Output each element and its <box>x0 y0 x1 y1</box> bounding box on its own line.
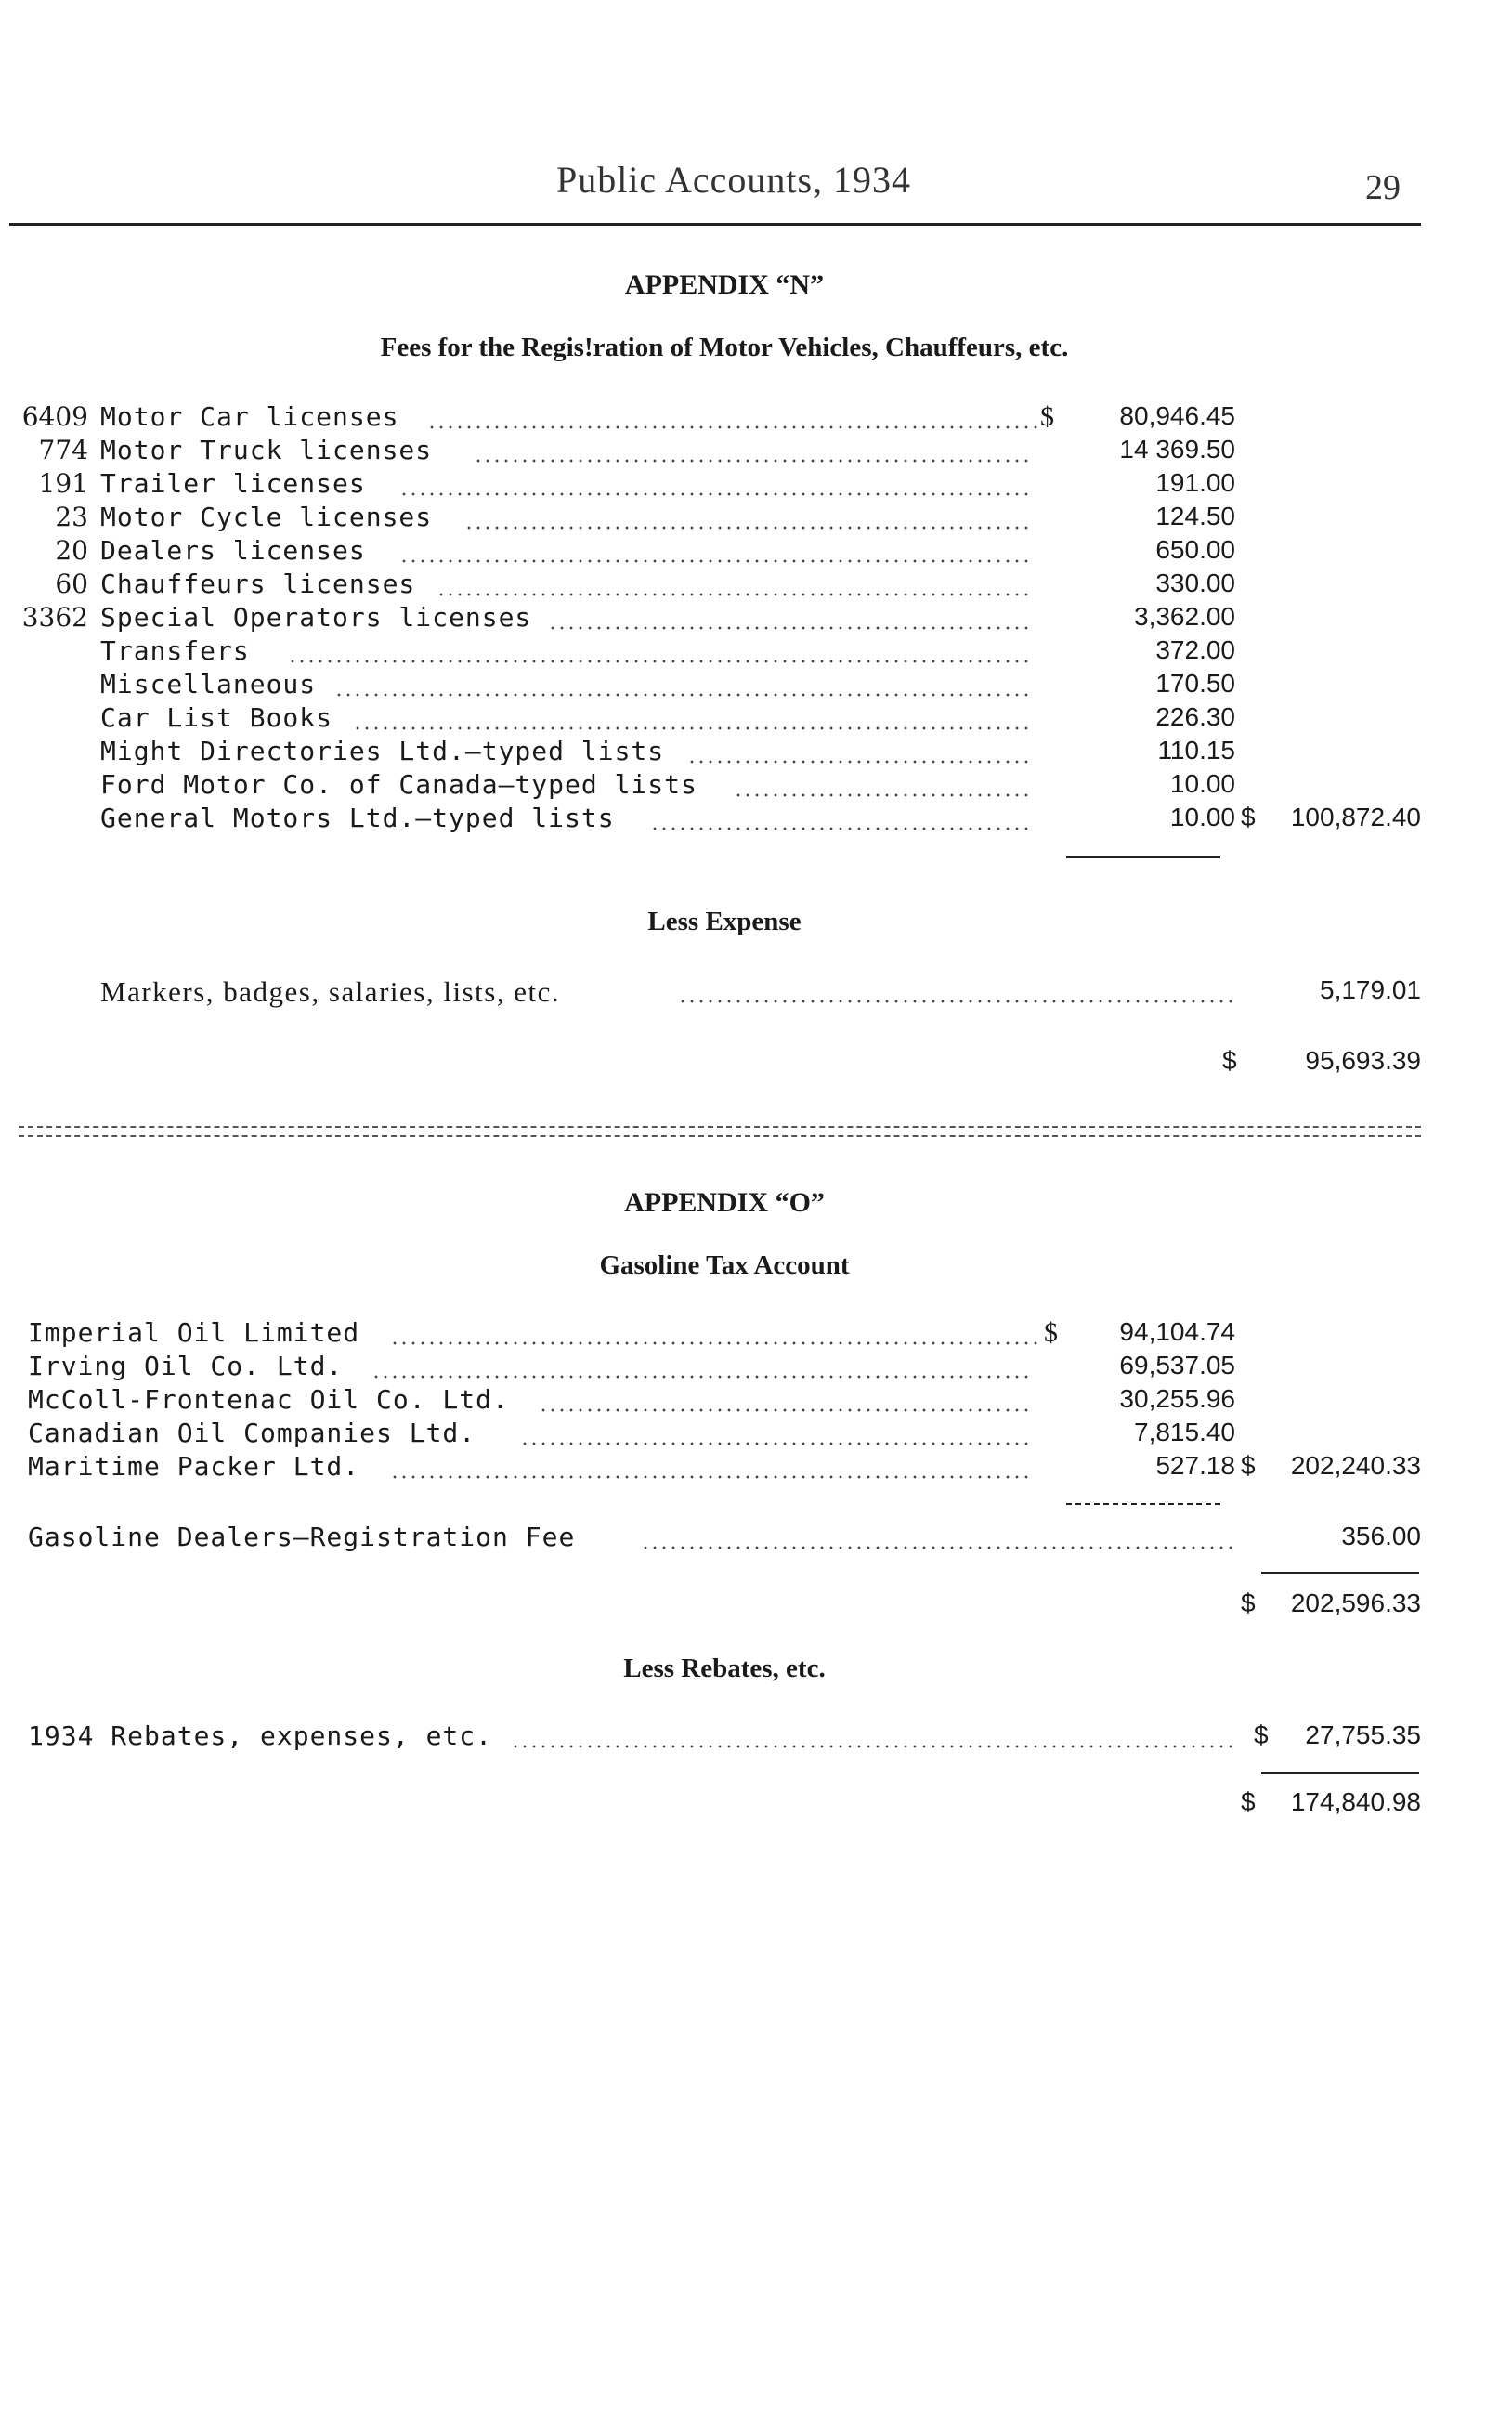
dealers-fee-label: Gasoline Dealers—Registration Fee <box>28 1522 576 1552</box>
row-quantity: 6409 <box>21 401 88 432</box>
row-amount: 94,104.74 <box>1119 1317 1235 1346</box>
net-amount: 95,693.39 <box>1305 1046 1421 1075</box>
total-rule <box>1261 1572 1419 1574</box>
expense-row <box>19 975 1421 1009</box>
table-row <box>19 535 1421 569</box>
row-amount: 110.15 <box>1157 736 1235 765</box>
table-row <box>19 635 1421 669</box>
subtotal-dollar-sign: $ <box>1241 1589 1256 1617</box>
table-row <box>19 669 1421 702</box>
gasoline-total: 202,240.33 <box>1290 1451 1421 1480</box>
row-label: Maritime Packer Ltd. <box>28 1451 360 1482</box>
row-amount: 527.18 <box>1155 1451 1235 1480</box>
row-label: Motor Truck licenses <box>100 435 433 465</box>
row-amount: 10.00 <box>1169 803 1235 831</box>
row-label: General Motors Ltd.—typed lists <box>100 803 615 833</box>
table-row <box>19 1351 1421 1384</box>
table-row <box>19 803 1421 836</box>
row-label: Ford Motor Co. of Canada—typed lists <box>100 769 697 800</box>
leader-dots <box>399 492 1031 496</box>
leader-dots <box>539 1408 1031 1412</box>
row-label: Transfers <box>100 635 250 666</box>
page-number: 29 <box>1365 168 1401 207</box>
row-label: Motor Car licenses <box>100 401 399 432</box>
leader-dots <box>520 1442 1031 1445</box>
row-label: Car List Books <box>100 702 333 733</box>
row-amount: 650.00 <box>1155 535 1235 564</box>
net-dollar-sign: $ <box>1241 1787 1256 1816</box>
rebates-label: 1934 Rebates, expenses, etc. <box>28 1720 493 1751</box>
subtotal-rule <box>1066 856 1220 858</box>
appendix-o-subheading: Gasoline Tax Account <box>599 1250 850 1280</box>
row-label: Motor Cycle licenses <box>100 502 433 532</box>
table-row <box>19 401 1421 435</box>
section-separator <box>19 1126 1421 1137</box>
appendix-o-heading: APPENDIX “O” <box>624 1187 825 1218</box>
subtotal-amount: 202,596.33 <box>1290 1589 1421 1617</box>
row-label: Canadian Oil Companies Ltd. <box>28 1418 476 1448</box>
row-label: Special Operators licenses <box>100 602 532 633</box>
row-amount: 69,537.05 <box>1119 1351 1235 1379</box>
row-label: Might Directories Ltd.—typed lists <box>100 736 665 766</box>
table-row <box>19 569 1421 602</box>
row-label: Trailer licenses <box>100 468 366 499</box>
subtotal-row <box>19 1589 1421 1622</box>
row-amount: 80,946.45 <box>1119 401 1235 430</box>
row-quantity: 774 <box>38 435 88 465</box>
row-amount: 330.00 <box>1155 569 1235 597</box>
net-row <box>19 1046 1421 1079</box>
dollar-sign: $ <box>1040 401 1054 432</box>
leader-dots <box>437 593 1031 596</box>
row-quantity: 3362 <box>21 602 88 633</box>
net-row <box>19 1787 1421 1821</box>
leader-dots <box>548 626 1031 630</box>
leader-dots <box>390 1341 1040 1345</box>
dealers-fee-row <box>19 1522 1421 1555</box>
rebates-amount: 27,755.35 <box>1305 1720 1421 1749</box>
leader-dots <box>641 1546 1235 1549</box>
leader-dots <box>353 726 1031 730</box>
less-expense-heading: Less Expense <box>647 907 802 936</box>
rebates-dollar-sign: $ <box>1254 1720 1269 1749</box>
table-row <box>19 1451 1421 1484</box>
table-row <box>19 702 1421 736</box>
appendix-n-subheading: Fees for the Regis!ration of Motor Vehicles, Chauffeurs, etc. <box>380 333 1069 362</box>
table-row <box>19 435 1421 468</box>
row-label: Miscellaneous <box>100 669 317 700</box>
row-label: Imperial Oil Limited <box>28 1317 360 1348</box>
net-dollar-sign: $ <box>1222 1046 1237 1075</box>
table-row <box>19 1384 1421 1418</box>
total-dollar-sign: $ <box>1241 803 1256 831</box>
expense-amount: 5,179.01 <box>1320 975 1421 1004</box>
receipts-total: 100,872.40 <box>1290 803 1421 831</box>
row-amount: 7,815.40 <box>1134 1418 1235 1446</box>
net-rule <box>1261 1772 1419 1774</box>
dealers-fee-amount: 356.00 <box>1341 1522 1421 1550</box>
row-label: Irving Oil Co. Ltd. <box>28 1351 344 1381</box>
leader-dots <box>427 425 1040 429</box>
leader-dots <box>464 526 1031 530</box>
leader-dots <box>334 693 1031 697</box>
leader-dots <box>511 1745 1235 1748</box>
table-row <box>19 736 1421 769</box>
table-row <box>19 468 1421 502</box>
row-amount: 30,255.96 <box>1119 1384 1235 1413</box>
row-label: McColl-Frontenac Oil Co. Ltd. <box>28 1384 509 1415</box>
leader-dots <box>288 660 1031 663</box>
appendix-n-heading: APPENDIX “N” <box>624 269 825 300</box>
table-row <box>19 769 1421 803</box>
leader-dots <box>371 1375 1031 1379</box>
leader-dots <box>399 559 1031 563</box>
leader-dots <box>474 459 1031 463</box>
row-amount: 226.30 <box>1155 702 1235 731</box>
row-amount: 124.50 <box>1155 502 1235 530</box>
row-label: Dealers licenses <box>100 535 366 566</box>
row-quantity: 191 <box>38 468 88 499</box>
net-amount: 174,840.98 <box>1290 1787 1421 1816</box>
row-quantity: 20 <box>55 535 88 566</box>
leader-dots <box>734 793 1031 797</box>
leader-dots <box>650 827 1031 830</box>
total-dollar-sign: $ <box>1241 1451 1256 1480</box>
table-row <box>19 602 1421 635</box>
header-rule <box>9 223 1421 226</box>
expense-label: Markers, badges, salaries, lists, etc. <box>100 975 561 1008</box>
row-amount: 170.50 <box>1155 669 1235 698</box>
row-quantity: 23 <box>55 502 88 532</box>
table-row <box>19 502 1421 535</box>
table-row <box>19 1418 1421 1451</box>
row-amount: 10.00 <box>1169 769 1235 798</box>
row-label: Chauffeurs licenses <box>100 569 416 599</box>
leader-dots <box>687 760 1031 764</box>
row-amount: 3,362.00 <box>1134 602 1235 631</box>
rebates-row <box>19 1720 1421 1754</box>
leader-dots <box>390 1475 1031 1479</box>
row-amount: 372.00 <box>1155 635 1235 664</box>
row-quantity: 60 <box>55 569 88 599</box>
leader-dots <box>678 1000 1235 1003</box>
less-rebates-heading: Less Rebates, etc. <box>623 1654 826 1683</box>
dollar-sign: $ <box>1044 1317 1058 1348</box>
row-amount: 14 369.50 <box>1119 435 1235 464</box>
subtotal-rule <box>1066 1503 1220 1505</box>
page-header-title: Public Accounts, 1934 <box>555 159 912 201</box>
table-row <box>19 1317 1421 1351</box>
row-amount: 191.00 <box>1155 468 1235 497</box>
